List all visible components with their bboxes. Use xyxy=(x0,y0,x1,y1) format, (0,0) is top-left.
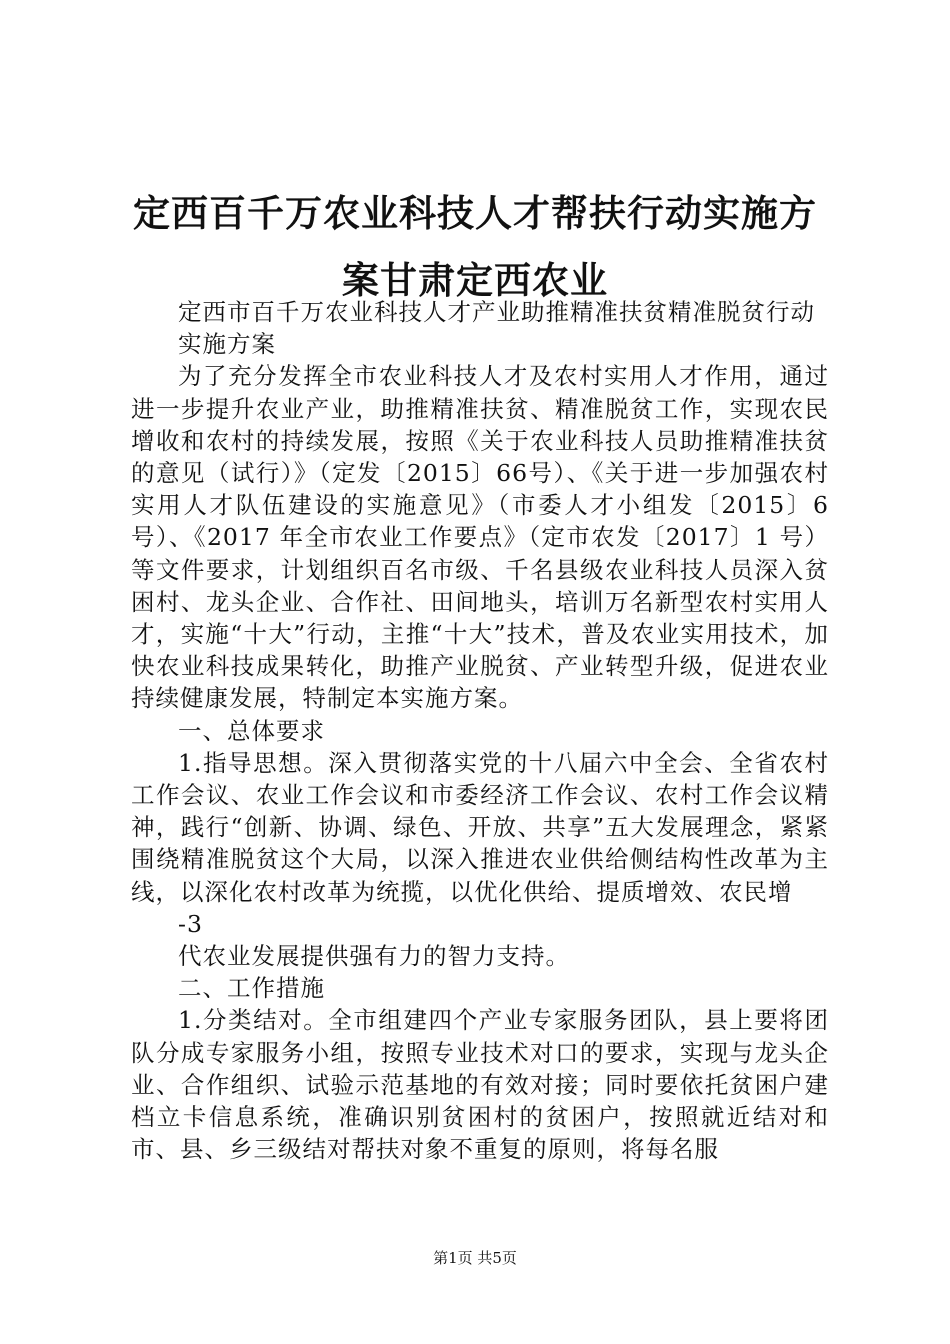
page-number-footer: 第1页 共5页 xyxy=(433,1249,517,1267)
paragraph: 为了充分发挥全市农业科技人才及农村实用人才作用，通过进一步提升农业产业，助推精准扶贫、精准脱贫工作，实现农民增收和农村的持续发展，按照《关于农业科技人员助推精准扶贫的意见（试行）》（定发〔2015〕66号）、《关于进一步加强农村实用人才队伍建设的实施意见》（市委人才小组发〔2015〕6 号）、《2017 年全市农业工作要点》（定市农发〔2017〕1 号）等文件要求，计划组织百名市级、千名县级农业科技人员深入贫困村、龙头企业、合作社、田间地头，培训万名新型农村实用人才，实施“十大”行动，主推“十大”技术，普及农业实用技术，加快农业科技成果转化，助推产业脱贫、产业转型升级，促进农业持续健康发展，特制定本实施方案。 xyxy=(131,362,829,713)
paragraph: 1.分类结对。全市组建四个产业专家服务团队，县上要将团队分成专家服务小组，按照专业技术对口的要求，实现与龙头企业、合作组织、试验示范基地的有效对接；同时要依托贫困户建档立卡信息系统，准确识别贫困村的贫困户，按照就近结对和市、县、乡三级结对帮扶对象不重复的原则，将每名服 xyxy=(131,1006,829,1164)
document-title: 定西百千万农业科技人才帮扶行动实施方案甘肃定西农业 xyxy=(133,192,817,302)
document-body xyxy=(131,296,829,1165)
section-heading: 一、总体要求 xyxy=(178,716,325,745)
section-heading: 二、工作措施 xyxy=(178,974,325,1003)
paragraph: 代农业发展提供强有力的智力支持。 xyxy=(178,942,570,971)
paragraph: 1.指导思想。深入贯彻落实党的十八届六中全会、全省农村工作会议、农业工作会议和市委经济工作会议、农村工作会议精神，践行“创新、协调、绿色、开放、共享”五大发展理念，紧紧围绕精准脱贫这个大局，以深入推进农业供给侧结构性改革为主线，以深化农村改革为统揽，以优化供给、提质增效、农民增 xyxy=(131,748,829,906)
document-subtitle: 定西市百千万农业科技人才产业助推精准扶贫精准脱贫行动实施方案 xyxy=(178,298,815,359)
page-fragment-marker: -3 xyxy=(178,909,203,938)
